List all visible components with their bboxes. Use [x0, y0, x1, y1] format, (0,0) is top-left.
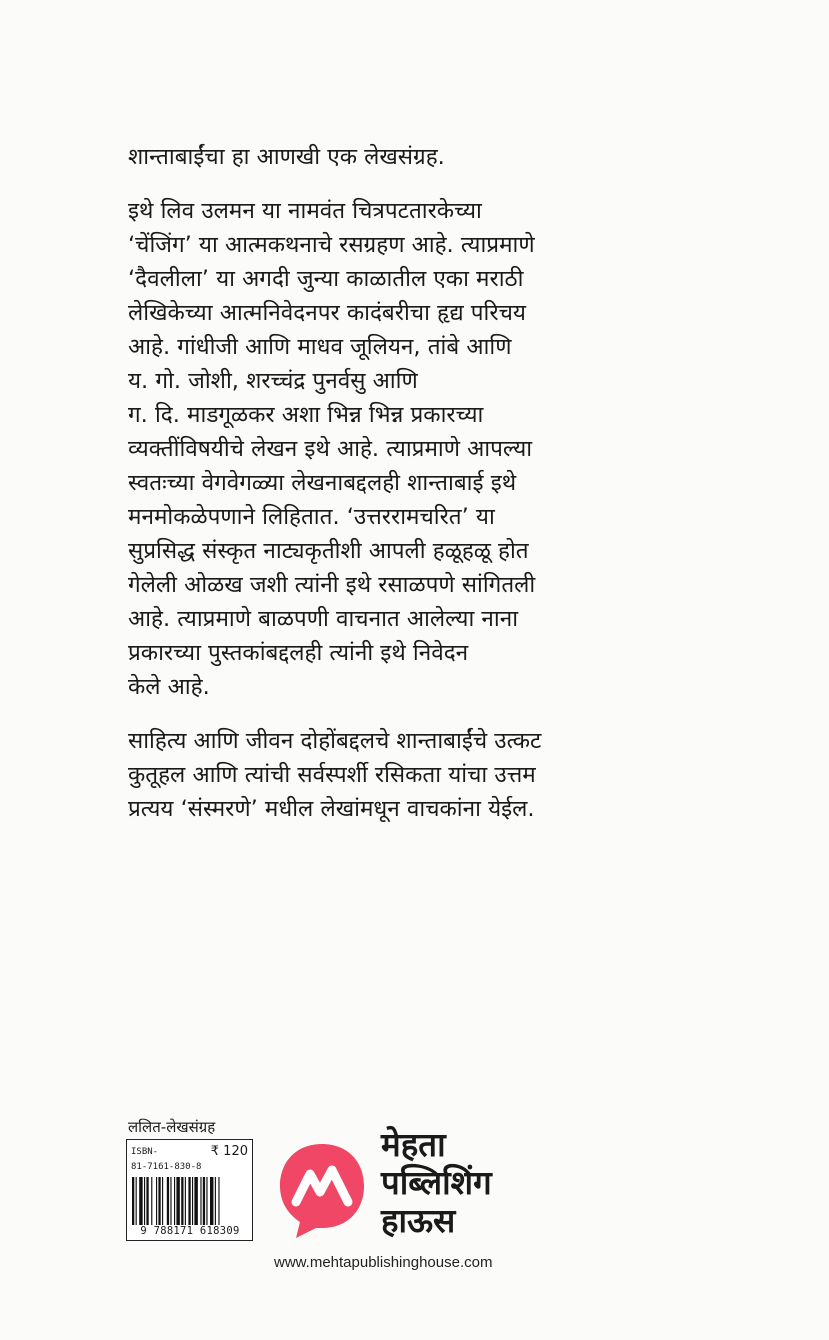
blurb-line: व्यक्तींविषयीचे लेखन इथे आहे. त्याप्रमाणे आपल्या — [128, 436, 533, 462]
blurb-line: मनमोकळेपणाने लिहितात. ‘उत्तररामचरित’ या — [128, 504, 495, 530]
publisher-name — [381, 1126, 492, 1240]
blurb-line: प्रत्यय ‘संस्मरणे’ मधील लेखांमधून वाचकांना येईल. — [128, 796, 535, 822]
barcode-digits: 9 788171 618309 — [140, 1225, 240, 1237]
blurb-line: कुतूहल आणि त्यांची सर्वस्पर्शी रसिकता यांचा उत्तम — [128, 762, 536, 788]
blurb-line: शान्ताबाईंचा हा आणखी एक लेखसंग्रह. — [128, 144, 445, 170]
blurb-paragraph — [128, 724, 788, 826]
blurb-line: इथे लिव उलमन या नामवंत चित्रपटतारकेच्या — [128, 198, 482, 224]
blurb-line: ग. दि. माडगूळकर अशा भिन्न भिन्न प्रकारच्या — [128, 402, 484, 428]
publisher-website-link[interactable]: www.mehtapublishinghouse.com — [274, 1254, 493, 1271]
publisher-logo-icon — [276, 1140, 368, 1240]
blurb-paragraph — [128, 194, 788, 704]
blurb-paragraph — [128, 140, 788, 174]
barcode-bars — [132, 1177, 248, 1225]
blurb-line: प्रकारच्या पुस्तकांबद्दलही त्यांनी इथे निवेदन — [128, 640, 469, 666]
blurb-line: स्वतःच्या वेगवेगळ्या लेखनाबद्दलही शान्ताबाई इथे — [128, 470, 517, 496]
blurb-line: साहित्य आणि जीवन दोहोंबद्दलचे शान्ताबाईंचे उत्कट — [128, 728, 542, 754]
barcode-panel — [126, 1139, 253, 1241]
isbn-label: ISBN- — [131, 1147, 159, 1157]
blurb-line: सुप्रसिद्ध संस्कृत नाट्यकृतीशी आपली हळूहळू होत — [128, 538, 529, 564]
publisher-name-line: पब्लिशिंग — [381, 1163, 492, 1202]
blurb-line: ‘चेंजिंग’ या आत्मकथनाचे रसग्रहण आहे. त्याप्रमाणे — [128, 232, 535, 258]
publisher-name-line: मेहता — [381, 1125, 446, 1164]
blurb-line: गेलेली ओळख जशी त्यांनी इथे रसाळपणे सांगितली — [128, 572, 536, 598]
isbn-number: 81-7161-830-8 — [131, 1162, 202, 1172]
back-cover-blurb — [128, 140, 788, 846]
blurb-line: लेखिकेच्या आत्मनिवेदनपर कादंबरीचा हृद्य परिचय — [128, 300, 526, 326]
blurb-line: आहे. त्याप्रमाणे बाळपणी वाचनात आलेल्या नाना — [128, 606, 519, 632]
blurb-line: केले आहे. — [128, 674, 210, 700]
blurb-line: ‘दैवलीला’ या अगदी जुन्या काळातील एका मराठी — [128, 266, 524, 292]
blurb-line: य. गो. जोशी, शरच्चंद्र पुनर्वसु आणि — [128, 368, 418, 394]
blurb-line: आहे. गांधीजी आणि माधव जूलियन, तांबे आणि — [128, 334, 512, 360]
price-label: ₹ 120 — [210, 1144, 248, 1159]
publisher-name-line: हाऊस — [381, 1201, 456, 1240]
book-category: ललित-लेखसंग्रह — [128, 1118, 216, 1136]
